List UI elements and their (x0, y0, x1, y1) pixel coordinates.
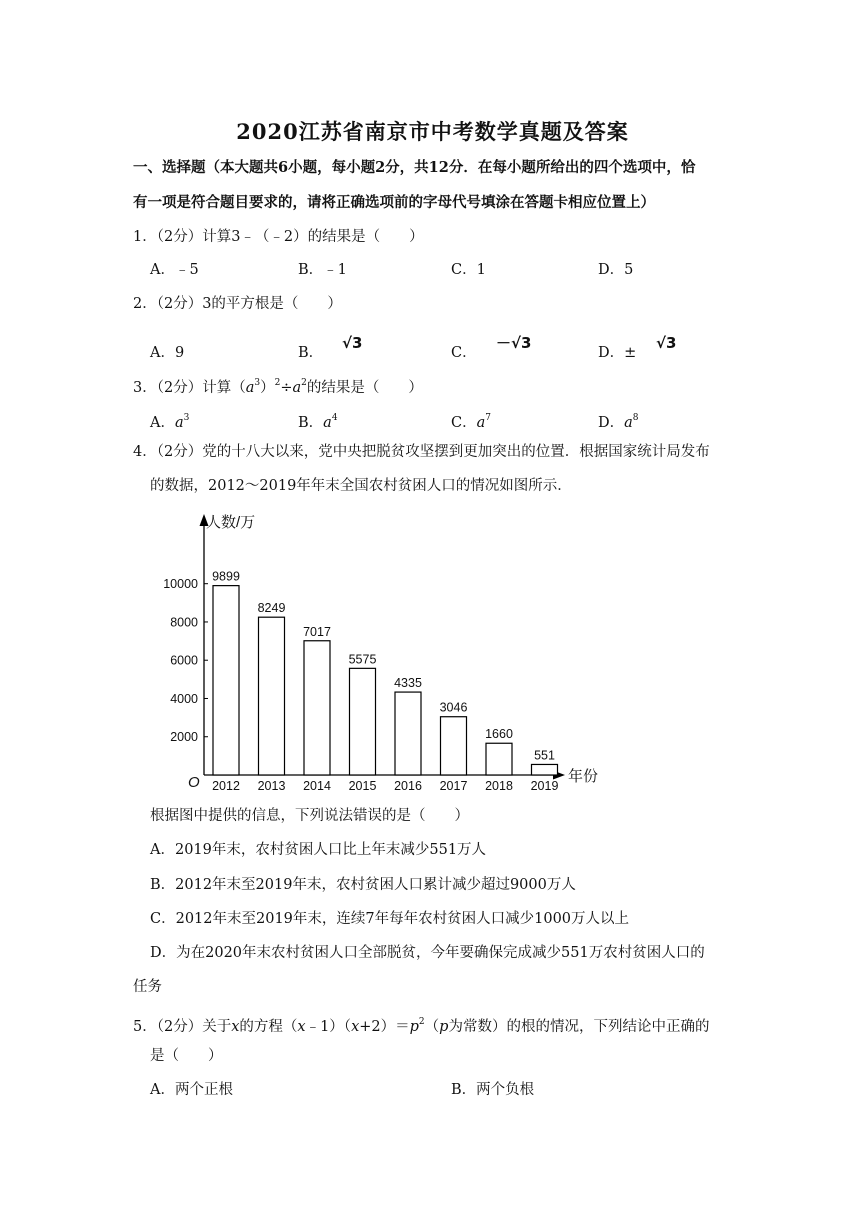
y-tick-label: 6000 (170, 653, 198, 668)
q2-option-c-sqrt: －√3 (496, 334, 532, 352)
q5-var-x-2: x (297, 1019, 306, 1035)
bar (486, 743, 512, 775)
q5-stem-e: （ (424, 1019, 440, 1035)
q1-option-c: C．1 (451, 262, 486, 278)
q3-exp-div: 2 (301, 378, 307, 388)
q2-option-b-label: B． (298, 345, 324, 361)
q5-stem-line1 (133, 1012, 709, 1037)
q5-exp: 2 (418, 1017, 425, 1027)
q3-var-2: a (292, 380, 302, 396)
x-tick-label: 2013 (257, 779, 286, 793)
origin-label: O (188, 774, 200, 791)
y-tick-label: 2000 (170, 730, 198, 745)
q5-stem-f: 为常数）的根的情况，下列结论中正确的 (448, 1019, 710, 1035)
q4-option-d-line2: 任务 (133, 979, 162, 995)
bar (441, 717, 467, 775)
x-tick-label: 2014 (303, 779, 331, 793)
q3-stem-prefix: 3．（2分）计算（ (133, 380, 246, 396)
x-tick-label: 2018 (485, 779, 513, 793)
page-title: 2020江苏省南京市中考数学真题及答案 (236, 119, 629, 144)
q3-option-a-var: a (174, 415, 184, 431)
q3-option-d-label: D． (598, 415, 625, 431)
x-tick-label: 2012 (212, 779, 240, 793)
y-tick-label: 10000 (163, 577, 198, 592)
bar-value-label: 4335 (394, 676, 422, 691)
q2-option-c-label: C． (451, 345, 477, 361)
x-tick-label: 2016 (394, 779, 422, 793)
q2-stem: 2．（2分）3的平方根是（ ） (133, 296, 342, 312)
section-heading-line2: 有一项是符合题目要求的，请将正确选项前的字母代号填涂在答题卡相应位置上） (133, 194, 655, 211)
q3-option-d-var: a (624, 415, 633, 431)
bar (304, 641, 330, 775)
q3-option-c-label: C． (451, 415, 477, 431)
y-tick-label: 8000 (170, 615, 198, 630)
q5-var-x: x (231, 1019, 240, 1035)
bar (350, 668, 376, 775)
q3-var: a (245, 380, 255, 396)
q4-question: 根据图中提供的信息，下列说法错误的是（ ） (150, 808, 469, 824)
q5-stem-line2: 是（ ） (150, 1048, 223, 1064)
q3-div: ÷ (280, 380, 293, 396)
q3-exp-inner: 3 (254, 378, 261, 388)
q3-option-b-label: B． (298, 415, 324, 431)
x-tick-label: 2015 (348, 779, 377, 793)
q3-option-c-var: a (476, 415, 486, 431)
q3-stem-suffix: 的结果是（ ） (306, 380, 423, 396)
bar-chart (150, 500, 610, 800)
x-tick-label: 2017 (439, 779, 468, 793)
bar (395, 692, 421, 775)
q3-option-b-exp: 4 (331, 413, 338, 423)
bar (532, 764, 558, 775)
bar-value-label: 1660 (485, 727, 513, 742)
q3-exp-outer: 2 (274, 378, 281, 388)
q1-option-b: B．﹣1 (298, 262, 347, 278)
x-tick-label: 2019 (530, 779, 559, 793)
bar-value-label: 551 (534, 748, 555, 763)
bar-value-label: 5575 (348, 652, 377, 667)
q1-stem: 1．（2分）计算3﹣（﹣2）的结果是（ ） (133, 229, 424, 245)
bar (213, 586, 239, 775)
q4-option-a: A．2019年末，农村贫困人口比上年末减少551万人 (150, 842, 487, 858)
bar-value-label: 9899 (212, 569, 240, 584)
q1-option-a: A．﹣5 (150, 262, 199, 278)
q5-var-p-2: p (439, 1019, 449, 1035)
q3-option-a-exp: 3 (183, 413, 190, 423)
bar-value-label: 3046 (439, 700, 468, 715)
q2-option-d-sqrt: √3 (656, 334, 677, 352)
q5-stem-d: +2）＝ (359, 1019, 410, 1035)
q3-option-c-exp: 7 (485, 413, 491, 423)
q3-option-b-var: a (323, 415, 332, 431)
q4-option-d-line1: D．为在2020年末农村贫困人口全部脱贫，今年要确保完成减少551万农村贫困人口的 (150, 945, 705, 961)
q5-stem-b: 的方程（ (239, 1019, 298, 1035)
y-tick-label: 4000 (170, 691, 198, 706)
q4-stem-line2: 的数据，2012～2019年年末全国农村贫困人口的情况如图所示． (150, 478, 572, 494)
q3-stem-mid: ） (260, 380, 275, 396)
q3-stem (133, 373, 423, 398)
bar (259, 617, 285, 775)
q3-option-b (298, 408, 338, 433)
q2-option-a: A．9 (150, 345, 185, 361)
x-axis-label: 年份 (568, 768, 599, 785)
q3-option-a (150, 408, 189, 433)
q4-option-b: B．2012年末至2019年末，农村贫困人口累计减少超过9000万人 (150, 877, 576, 893)
q2-option-d-label: D．± (598, 345, 637, 361)
q5-var-p: p (409, 1019, 419, 1035)
q3-option-d-exp: 8 (632, 413, 639, 423)
q5-option-b: B．两个负根 (451, 1082, 535, 1098)
q5-stem-a: 5．（2分）关于 (133, 1019, 232, 1035)
q2-option-b-sqrt: √3 (342, 334, 363, 352)
q4-stem-line1: 4．（2分）党的十八大以来，党中央把脱贫攻坚摆到更加突出的位置．根据国家统计局发布 (133, 444, 710, 460)
bar-value-label: 8249 (257, 601, 286, 616)
q5-stem-c: ﹣1）（ (305, 1019, 352, 1035)
q4-option-c: C．2012年末至2019年末，连续7年每年农村贫困人口减少1000万人以上 (150, 911, 630, 927)
section-heading-line1: 一、选择题（本大题共6小题，每小题2分，共12分．在每小题所给出的四个选项中，恰 (133, 159, 696, 176)
q5-option-a: A．两个正根 (150, 1082, 233, 1098)
q1-option-d: D．5 (598, 262, 634, 278)
q5-var-x-3: x (351, 1019, 360, 1035)
y-axis-label: 人数/万 (206, 514, 256, 531)
q3-option-d (598, 408, 639, 433)
q3-option-a-label: A． (150, 415, 175, 431)
bar-value-label: 7017 (303, 624, 331, 639)
q3-option-c (451, 408, 491, 433)
